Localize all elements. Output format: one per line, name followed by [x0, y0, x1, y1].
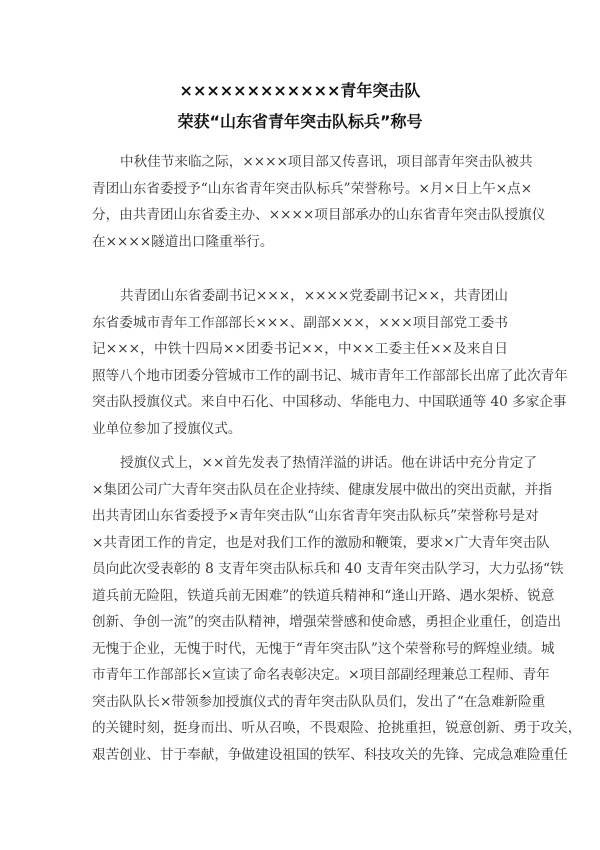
- text-line: 授旗仪式上，××首先发表了热情洋溢的讲话。他在讲话中充分肯定了: [120, 455, 537, 471]
- text-line: 市青年工作部部长×宣读了命名表彰决定。×项目部副经理兼总工程师、青年: [92, 667, 550, 683]
- text-line: 员向此次受表彰的 8 支青年突击队标兵和 40 支青年突击队学习，大力弘扬“铁: [92, 561, 564, 577]
- text-line: 青团山东省委授予“山东省青年突击队标兵”荣誉称号。×月×日上午×点×: [92, 180, 533, 197]
- text-line: 业单位参加了授旗仪式。: [92, 420, 242, 437]
- text-line: 照等八个地市团委分管城市工作的副书记、城市青年工作部部长出席了此次青年: [92, 367, 568, 384]
- paragraph: [92, 452, 582, 770]
- paragraph: [92, 285, 568, 444]
- text-line: 在××××隧道出口隆重举行。: [92, 233, 274, 250]
- text-line: 分，由共青团山东省委主办、××××项目部承办的山东省青年突击队授旗仪: [92, 207, 546, 223]
- title-line-1: ××××××××××××青年突击队: [179, 81, 421, 100]
- text-line: 出共青团山东省委授予×青年突击队“山东省青年突击队标兵”荣誉称号是对: [92, 508, 539, 524]
- text-line: 创新、争创一流”的突击队精神，增强荣誉感和使命感，勇担企业重任，创造出: [92, 614, 562, 630]
- paragraph: [92, 151, 546, 257]
- text-line: ×集团公司广大青年突击队员在企业持续、健康发展中做出的突出贡献，并指: [92, 481, 552, 498]
- text-line: 突击队队长×带领参加授旗仪式的青年突击队队员们，发出了“在急难新险重: [92, 693, 546, 710]
- text-line: 无愧于企业，无愧于时代，无愧于“青年突击队”这个荣誉称号的辉煌业绩。城: [92, 640, 555, 657]
- text-line: 共青团山东省委副书记×××，××××党委副书记××，共青团山: [120, 288, 508, 304]
- text-line: ×共青团工作的肯定，也是对我们工作的激励和鞭策，要求×广大青年突击队: [92, 534, 550, 551]
- text-line: 中秋佳节来临之际，××××项目部又传喜讯，项目部青年突击队被共: [120, 154, 533, 170]
- text-line: 东省委城市青年工作部部长×××、副部×××，×××项目部党工委书: [92, 314, 508, 331]
- text-line: 记×××，中铁十四局××团委书记××，中××工委主任××及来自日: [92, 341, 508, 357]
- text-line: 艰苦创业、甘于奉献，争做建设祖国的铁军、科技攻关的先锋、完成急难险重任: [92, 746, 568, 763]
- text-line: 道兵前无险阻，铁道兵前无困难”的铁道兵精神和“逢山开路、遇水架桥、锐意: [92, 587, 555, 604]
- text-line: 突击队授旗仪式。来自中石化、中国移动、华能电力、中国联通等 40 多家企事: [92, 394, 567, 410]
- text-line: 的关键时刻，挺身而出、听从召唤，不畏艰险、抢挑重担，锐意创新、勇于攻关，: [92, 720, 582, 736]
- document-body: [92, 151, 582, 770]
- title-line-2: 荣获“山东省青年突击队标兵”称号: [177, 112, 423, 131]
